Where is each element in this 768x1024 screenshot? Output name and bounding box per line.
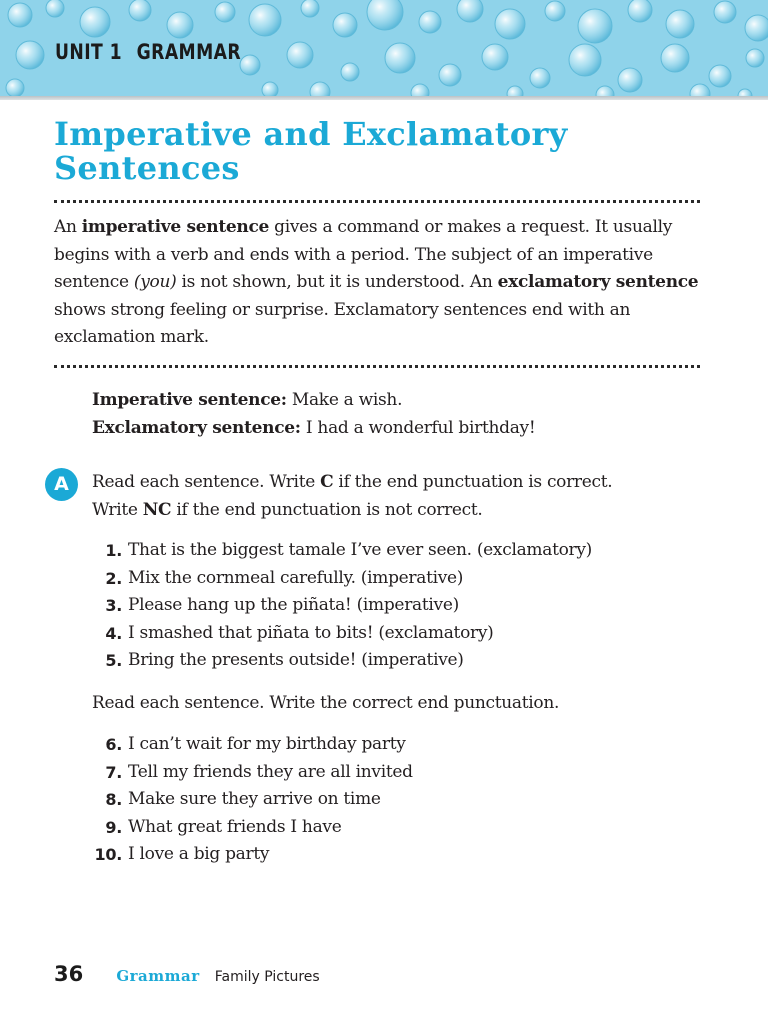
- term-exclamatory: exclamatory sentence: [497, 272, 699, 292]
- unit-section: GRAMMAR: [136, 40, 242, 64]
- exercise-a-badge: A: [45, 468, 78, 501]
- directions-line-1: [92, 468, 712, 496]
- item-number: 4.: [105, 623, 122, 643]
- item-number: 8.: [105, 790, 122, 809]
- item-text: What great friends I have: [128, 816, 342, 837]
- list-item: [88, 786, 708, 814]
- directions-text: Read each sentence. Write: [92, 472, 321, 492]
- example-label: Imperative sentence:: [92, 390, 287, 410]
- example-exclamatory: [92, 414, 712, 442]
- examples-block: [92, 386, 712, 442]
- example-imperative: [92, 386, 712, 414]
- term-imperative: imperative sentence: [81, 217, 270, 237]
- list-item: [88, 814, 708, 842]
- item-number: 3.: [105, 596, 122, 615]
- banner-divider: [0, 96, 768, 100]
- intro-text: gives a command or makes a request. It usually begins with a verb and ends with a period. The subject of an imperative sentence: [54, 217, 673, 292]
- subject-you: (you): [133, 272, 177, 292]
- page-title-line-2: Sentences: [54, 149, 240, 187]
- dotted-divider-top: [54, 200, 700, 203]
- list-item: [88, 759, 708, 787]
- exercise-a-directions: [92, 468, 712, 524]
- code-nc: NC: [142, 500, 172, 520]
- exercise-a-list: [88, 537, 708, 675]
- item-text: Make sure they arrive on time: [128, 789, 381, 809]
- exercise-b-list: [88, 731, 708, 869]
- directions-text: if the end punctuation is not correct.: [171, 500, 483, 520]
- list-item: [88, 565, 708, 593]
- page-title-line-1: Imperative and Exclamatory: [54, 115, 568, 153]
- item-number: 5.: [105, 651, 122, 670]
- item-text: Tell my friends they are all invited: [128, 761, 413, 782]
- item-text: I can’t wait for my birthday party: [128, 734, 406, 754]
- item-text: That is the biggest tamale I’ve ever seen. (exclamatory): [128, 540, 592, 560]
- footer-title: Family Pictures: [214, 969, 320, 985]
- item-number: 6.: [105, 735, 122, 754]
- list-item: [88, 537, 708, 565]
- page-title: [54, 117, 734, 185]
- code-c: C: [320, 472, 334, 492]
- intro-text: is not shown, but it is understood. An: [176, 272, 498, 292]
- item-text: I love a big party: [128, 844, 270, 864]
- item-number: 9.: [105, 817, 122, 837]
- item-text: Mix the cornmeal carefully. (imperative): [128, 567, 464, 588]
- exercise-b-directions: Read each sentence. Write the correct end punctuation.: [92, 693, 560, 713]
- item-number: 7.: [105, 762, 122, 782]
- header-banner: [0, 0, 768, 100]
- page-footer: [54, 962, 320, 986]
- item-text: Bring the presents outside! (imperative): [128, 650, 464, 670]
- item-number: 1.: [105, 541, 122, 560]
- intro-text: shows strong feeling or surprise. Exclamatory sentences end with an exclamation mark.: [54, 299, 631, 347]
- list-item: [88, 592, 708, 620]
- directions-text: if the end punctuation is correct.: [333, 472, 613, 492]
- example-text: I had a wonderful birthday!: [300, 418, 536, 438]
- page-number: 36: [54, 962, 84, 986]
- list-item: [88, 731, 708, 759]
- directions-line-2: [92, 496, 712, 524]
- example-text: Make a wish.: [286, 390, 403, 410]
- example-label: Exclamatory sentence:: [92, 418, 301, 438]
- list-item: [88, 647, 708, 675]
- item-number: 2.: [105, 568, 122, 588]
- list-item: [88, 841, 708, 869]
- footer-section: Grammar: [116, 967, 200, 985]
- list-item: [88, 620, 708, 648]
- intro-text: An: [54, 217, 82, 237]
- intro-paragraph: [54, 214, 704, 352]
- unit-number: UNIT 1: [55, 40, 122, 64]
- item-number: 10.: [94, 845, 122, 864]
- item-text: Please hang up the piñata! (imperative): [128, 595, 459, 615]
- directions-text: Write: [92, 500, 143, 520]
- item-text: I smashed that piñata to bits! (exclamatory): [128, 622, 494, 643]
- dotted-divider-bottom: [54, 365, 700, 368]
- unit-label: [55, 40, 249, 64]
